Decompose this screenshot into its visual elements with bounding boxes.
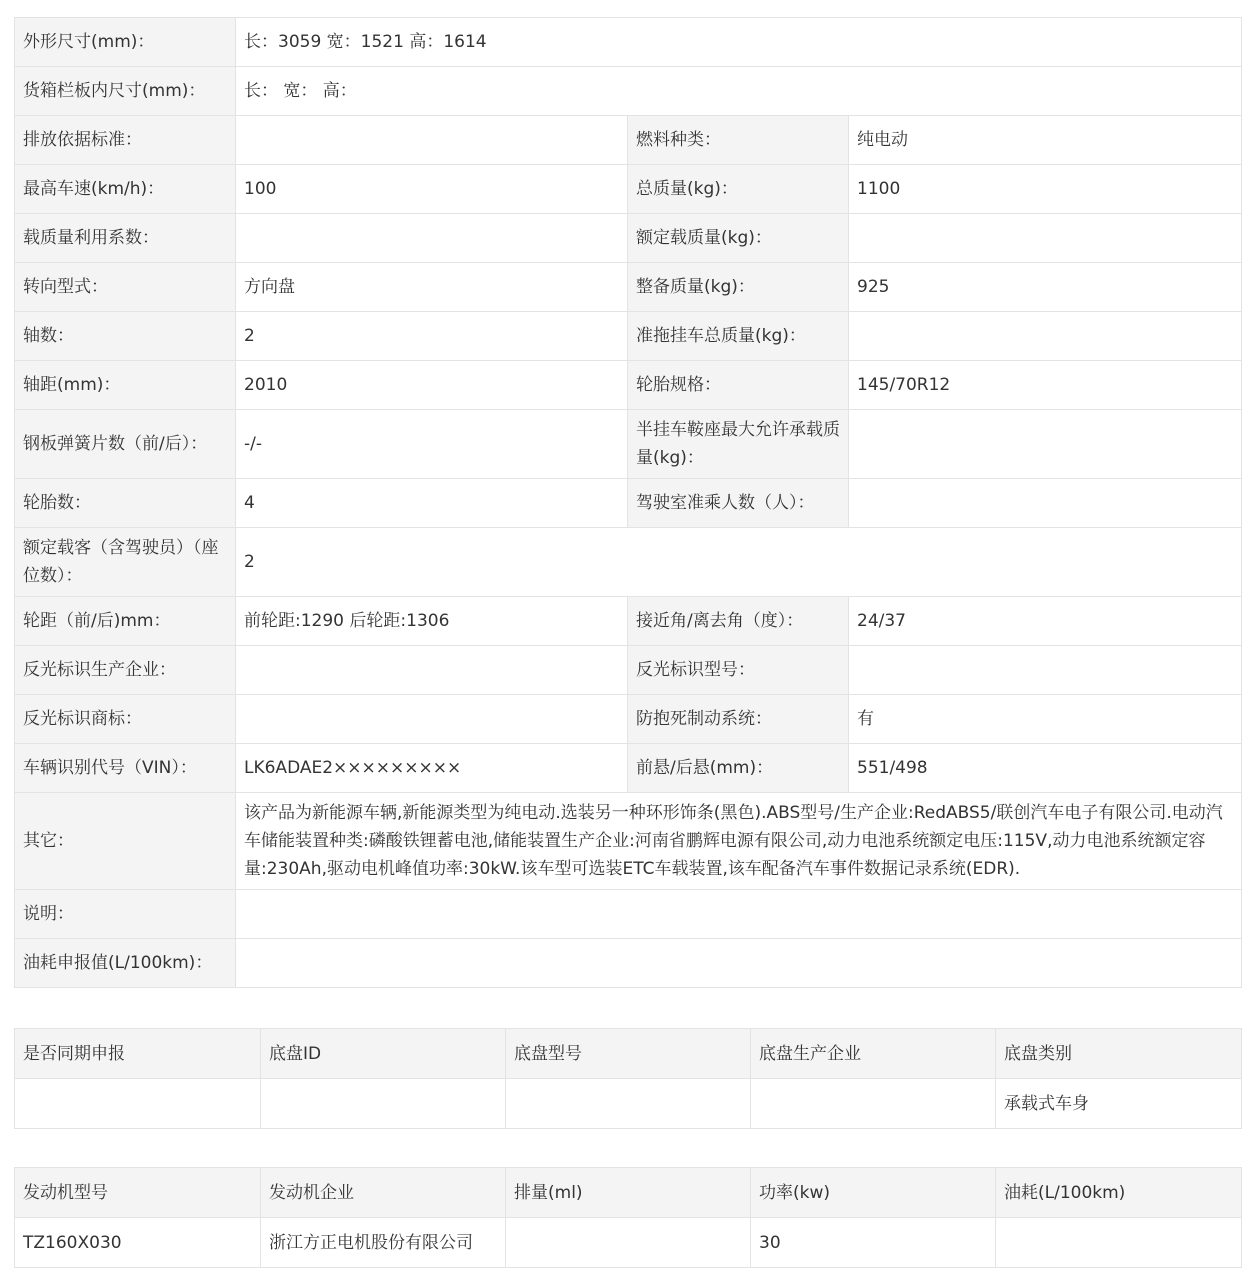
spec-label: 排放依据标准： <box>15 116 236 165</box>
spec-value-other: 该产品为新能源车辆,新能源类型为纯电动.选装另一种环形饰条(黑色).ABS型号/生产企业:RedABS5/联创汽车电子有限公司.电动汽车储能装置种类:磷酸铁锂蓄电池,储能装置生产企业:河南省鹏辉电源有限公司,动力电池系统额定电压:115V,动力电池系统额定容量:230Ah,驱动电机峰值功率:30kW.该车型可选装ETC车载装置,该车配备汽车事件数据记录系统(EDR). <box>236 793 1242 890</box>
spec-label: 载质量利用系数： <box>15 214 236 263</box>
column-header: 排量(ml) <box>506 1168 751 1218</box>
spec-value: 2 <box>236 528 1242 597</box>
engine-header-row <box>15 1168 1242 1218</box>
column-header: 底盘ID <box>261 1029 506 1079</box>
spec-value: LK6ADAE2××××××××× <box>236 744 628 793</box>
spec-row <box>15 165 1242 214</box>
table-cell: 30 <box>751 1218 996 1268</box>
spec-row-seats <box>15 528 1242 597</box>
spec-row <box>15 361 1242 410</box>
spec-row-cargo-box <box>15 67 1242 116</box>
spec-value: 前轮距:1290 后轮距:1306 <box>236 597 628 646</box>
spec-value <box>236 646 628 695</box>
column-header: 发动机企业 <box>261 1168 506 1218</box>
table-cell <box>261 1079 506 1129</box>
chassis-data-row <box>15 1079 1242 1129</box>
spec-value: 有 <box>849 695 1242 744</box>
spec-label: 说明： <box>15 890 236 939</box>
spec-value: 纯电动 <box>849 116 1242 165</box>
column-header: 油耗(L/100km) <box>996 1168 1242 1218</box>
spec-row-notes <box>15 890 1242 939</box>
spec-value <box>849 646 1242 695</box>
spec-value: 925 <box>849 263 1242 312</box>
spec-label: 货箱栏板内尺寸(mm)： <box>15 67 236 116</box>
spec-label: 燃料种类： <box>628 116 849 165</box>
spec-label: 轮胎规格： <box>628 361 849 410</box>
spec-label: 防抱死制动系统： <box>628 695 849 744</box>
spec-label: 整备质量(kg)： <box>628 263 849 312</box>
table-cell: 浙江方正电机股份有限公司 <box>261 1218 506 1268</box>
spec-value <box>236 890 1242 939</box>
spec-value: 长： 宽： 高： <box>236 67 1242 116</box>
spec-label: 半挂车鞍座最大允许承载质量(kg)： <box>628 410 849 479</box>
table-cell: TZ160X030 <box>15 1218 261 1268</box>
spec-label: 轴数： <box>15 312 236 361</box>
spec-value: -/- <box>236 410 628 479</box>
spec-label: 接近角/离去角（度）： <box>628 597 849 646</box>
spec-row-other <box>15 793 1242 890</box>
spec-value <box>849 410 1242 479</box>
spec-label: 外形尺寸(mm)： <box>15 18 236 67</box>
spec-row <box>15 646 1242 695</box>
spec-value: 551/498 <box>849 744 1242 793</box>
spec-row <box>15 479 1242 528</box>
column-header: 是否同期申报 <box>15 1029 261 1079</box>
spec-row-dimensions <box>15 18 1242 67</box>
spec-label: 最高车速(km/h)： <box>15 165 236 214</box>
spec-row <box>15 116 1242 165</box>
spec-label: 反光标识生产企业： <box>15 646 236 695</box>
spec-value: 24/37 <box>849 597 1242 646</box>
spec-row <box>15 263 1242 312</box>
spec-value: 方向盘 <box>236 263 628 312</box>
spec-label: 转向型式： <box>15 263 236 312</box>
engine-data-row <box>15 1218 1242 1268</box>
spec-value: 2010 <box>236 361 628 410</box>
spec-row <box>15 744 1242 793</box>
spec-label: 轴距(mm)： <box>15 361 236 410</box>
column-header: 底盘类别 <box>996 1029 1242 1079</box>
column-header: 发动机型号 <box>15 1168 261 1218</box>
spec-value: 100 <box>236 165 628 214</box>
engine-table <box>14 1167 1242 1268</box>
spec-label: 驾驶室准乘人数（人）： <box>628 479 849 528</box>
spec-row-fuel <box>15 939 1242 988</box>
spec-value <box>236 939 1242 988</box>
spec-label: 轮距（前/后)mm： <box>15 597 236 646</box>
table-cell <box>506 1218 751 1268</box>
spec-row <box>15 597 1242 646</box>
chassis-header-row <box>15 1029 1242 1079</box>
spec-row <box>15 410 1242 479</box>
column-header: 功率(kw) <box>751 1168 996 1218</box>
spec-row <box>15 312 1242 361</box>
spec-value: 2 <box>236 312 628 361</box>
column-header: 底盘型号 <box>506 1029 751 1079</box>
spec-value <box>849 479 1242 528</box>
vehicle-spec-table <box>14 17 1242 988</box>
spec-label: 反光标识型号： <box>628 646 849 695</box>
spec-value <box>236 695 628 744</box>
spec-label: 准拖挂车总质量(kg)： <box>628 312 849 361</box>
spec-label: 反光标识商标： <box>15 695 236 744</box>
spec-value: 145/70R12 <box>849 361 1242 410</box>
spec-label: 油耗申报值(L/100km)： <box>15 939 236 988</box>
spec-row <box>15 214 1242 263</box>
table-cell <box>506 1079 751 1129</box>
spec-value: 4 <box>236 479 628 528</box>
spec-label: 额定载质量(kg)： <box>628 214 849 263</box>
column-header: 底盘生产企业 <box>751 1029 996 1079</box>
table-cell <box>15 1079 261 1129</box>
spec-value <box>849 312 1242 361</box>
spec-label: 额定载客（含驾驶员）（座位数）： <box>15 528 236 597</box>
table-cell <box>996 1218 1242 1268</box>
spec-label: 钢板弹簧片数（前/后）： <box>15 410 236 479</box>
spec-label: 车辆识别代号（VIN）： <box>15 744 236 793</box>
table-cell: 承载式车身 <box>996 1079 1242 1129</box>
spec-label: 前悬/后悬(mm)： <box>628 744 849 793</box>
spec-label: 总质量(kg)： <box>628 165 849 214</box>
chassis-table <box>14 1028 1242 1129</box>
spec-value: 1100 <box>849 165 1242 214</box>
spec-label: 其它： <box>15 793 236 890</box>
spec-row <box>15 695 1242 744</box>
spec-value <box>236 116 628 165</box>
spec-value: 长：3059 宽：1521 高：1614 <box>236 18 1242 67</box>
spec-label: 轮胎数： <box>15 479 236 528</box>
spec-value <box>236 214 628 263</box>
spec-value <box>849 214 1242 263</box>
table-cell <box>751 1079 996 1129</box>
